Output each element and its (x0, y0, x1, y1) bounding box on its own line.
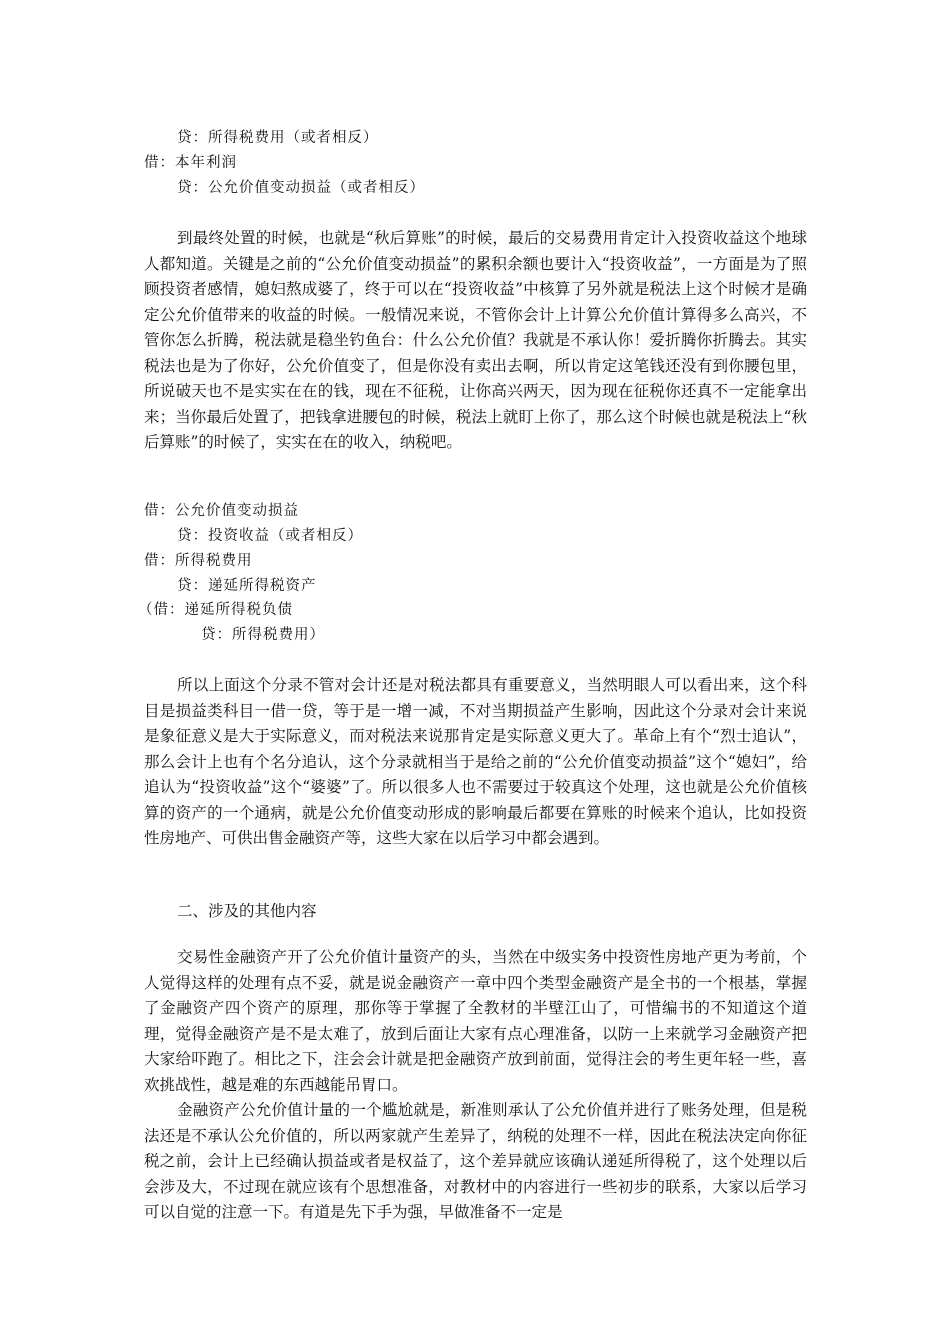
journal-entry-line: 贷：投资收益（或者相反） (177, 528, 363, 544)
journal-entry-line: 贷：公允价值变动损益（或者相反） (177, 180, 425, 196)
journal-entry-line: （借：递延所得税负债 (138, 602, 293, 618)
body-paragraph: 所以上面这个分录不管对会计还是对税法都具有重要意义，当然明眼人可以看出来，这个科目是损益类科目一借一贷，等于是一增一减，不对当期损益产生影响，因此这个分录对会计来说是象征意义是大于实际意义，而对税法来说那肯定是实际意义更大了。革命上有个“烈士追认”，那么会计上也有个名分追认，这个分录就相当于是给之前的“公允价值变动损益”这个“媳妇”，给追认为“投资收益”这个“婆婆”了。所以很多人也不需要过于较真这个处理，这也就是公允价值核算的资产的一个通病，就是公允价值变动形成的影响最后都要在算账的时候来个追认，比如投资性房地产、可供出售金融资产等，这些大家在以后学习中都会遇到。 (144, 676, 807, 847)
body-paragraph: 到最终处置的时候，也就是“秋后算账”的时候，最后的交易费用肯定计入投资收益这个地球人都知道。关键是之前的“公允价值变动损益”的累积余额也要计入“投资收益”，一方面是为了照顾投资者感情，媳妇熬成婆了，终于可以在“投资收益”中核算了另外就是税法上这个时候才是确定公允价值带来的收益的时候。一般情况来说，不管你会计上计算公允价值计算得多么高兴，不管你怎么折腾，税法就是稳坐钓鱼台：什么公允价值？我就是不承认你！爱折腾你折腾去。其实税法也是为了你好，公允价值变了，但是你没有卖出去啊，所以肯定这笔钱还没有到你腰包里，所说破天也不是实实在在的钱，现在不征税，让你高兴两天，因为现在征税你还真不一定能拿出来；当你最后处置了，把钱拿进腰包的时候，税法上就盯上你了，那么这个时候也就是税法上“秋后算账”的时候了，实实在在的收入，纳税吧。 (144, 229, 807, 451)
journal-entry-line: 贷：所得税费用） (201, 627, 325, 643)
journal-entry-line: 借：本年利润 (144, 155, 237, 171)
journal-entry-line: 贷：所得税费用（或者相反） (177, 130, 379, 146)
section-heading: 二、涉及的其他内容 (177, 902, 317, 920)
journal-entry-line: 借：公允价值变动损益 (144, 503, 299, 519)
journal-entry-line: 贷：递延所得税资产 (177, 578, 317, 594)
body-paragraph: 金融资产公允价值计量的一个尴尬就是，新准则承认了公允价值并进行了账务处理，但是税法还是不承认公允价值的，所以两家就产生差异了，纳税的处理不一样，因此在税法决定向你征税之前，会计上已经确认损益或者是权益了，这个差异就应该确认递延所得税了，这个处理以后会涉及大，不过现在就应该有个思想准备，对教材中的内容进行一些初步的联系，大家以后学习可以自觉的注意一下。有道是先下手为强，早做准备不一定是 (144, 1101, 807, 1221)
journal-entry-line: 借：所得税费用 (144, 553, 253, 569)
body-paragraph: 交易性金融资产开了公允价值计量资产的头，当然在中级实务中投资性房地产更为考前，个人觉得这样的处理有点不妥，就是说金融资产一章中四个类型金融资产是全书的一个根基，掌握了金融资产四个资产的原理，那你等于掌握了全教材的半壁江山了，可惜编书的不知道这个道理，觉得金融资产是不是太难了，放到后面让大家有点心理准备，以防一上来就学习金融资产把大家给吓跑了。相比之下，注会会计就是把金融资产放到前面，觉得注会的考生更年轻一些，喜欢挑战性，越是难的东西越能吊胃口。 (144, 948, 807, 1094)
